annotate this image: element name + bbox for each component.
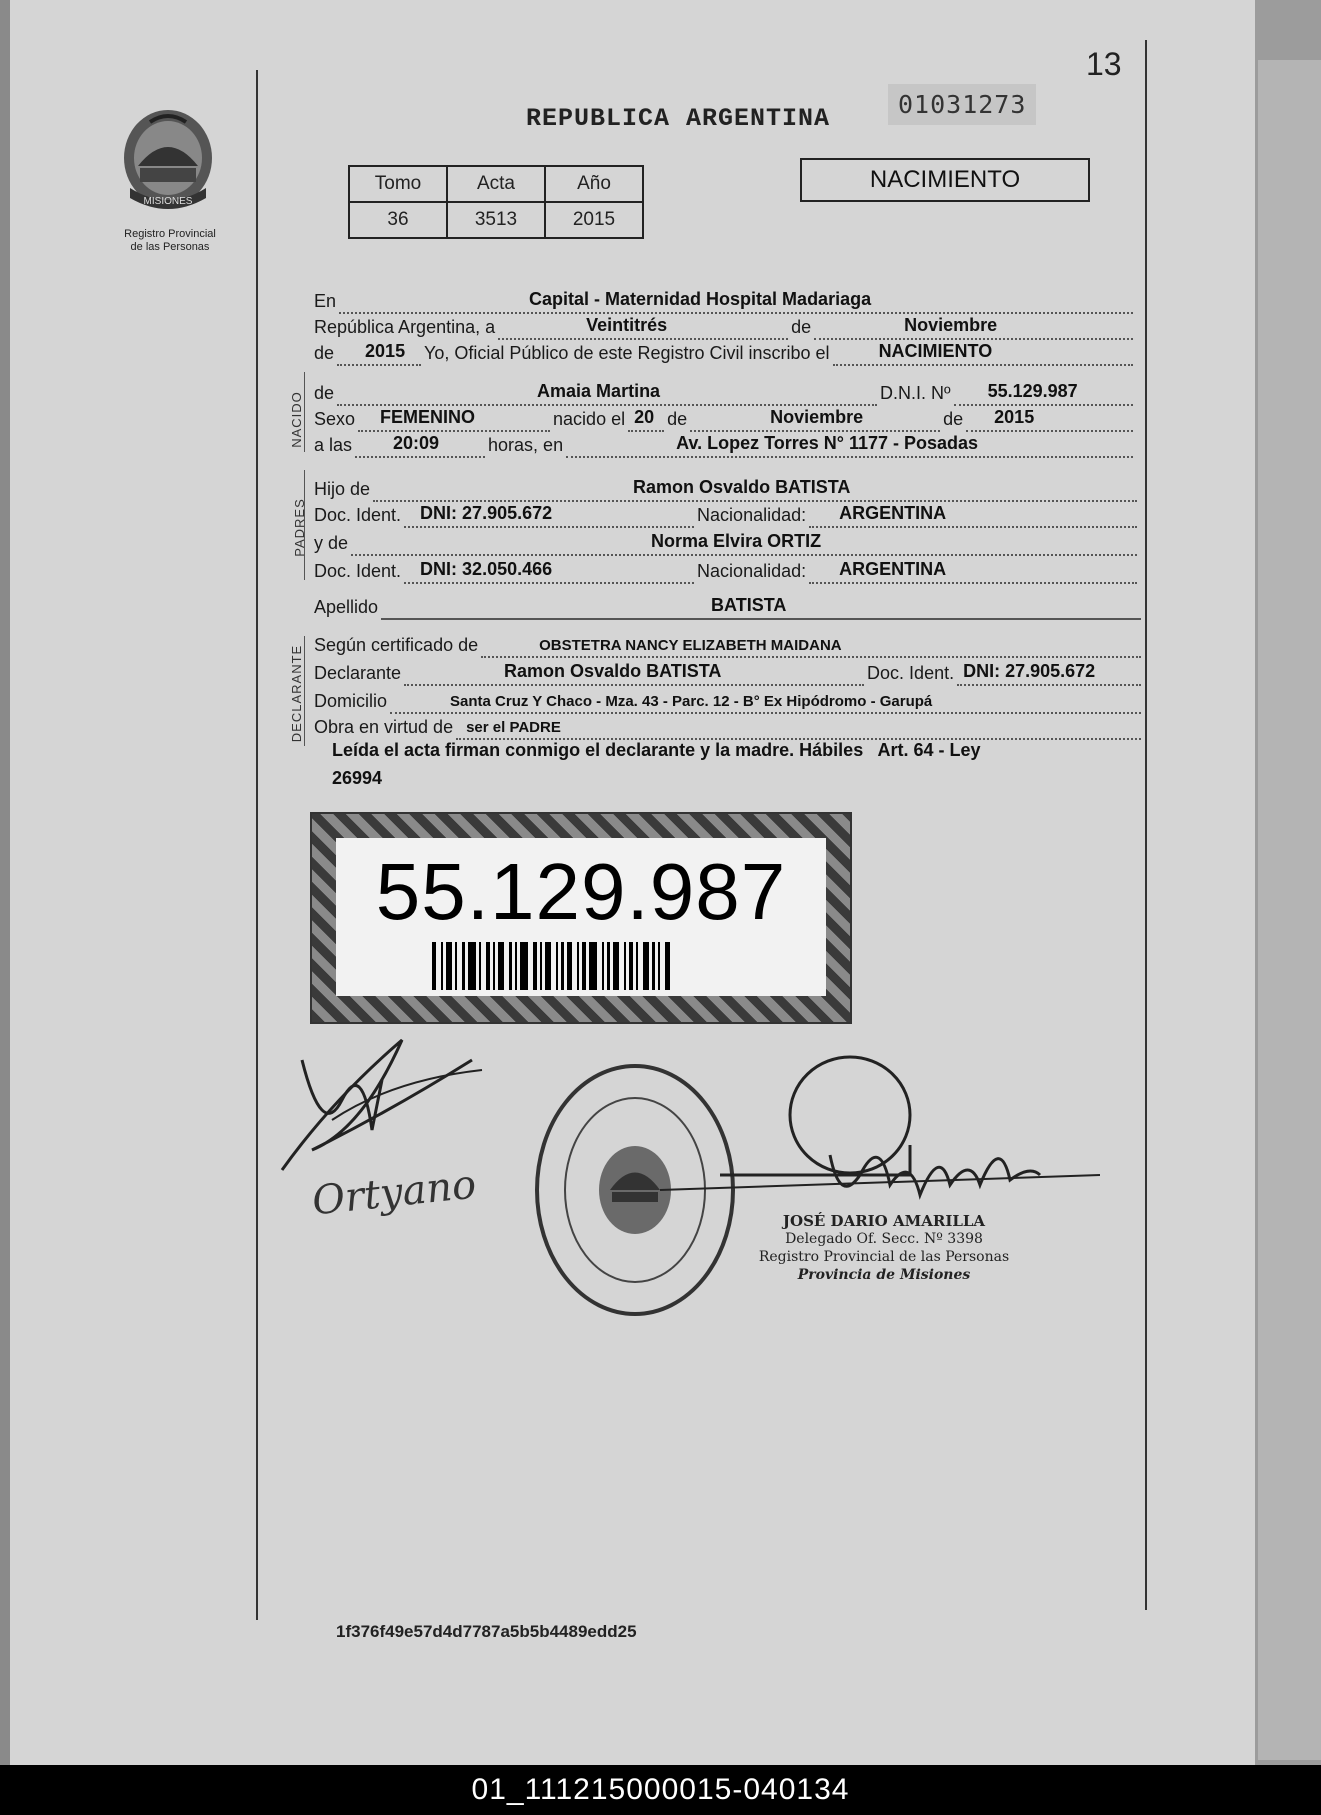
dni-sticker xyxy=(310,812,852,1024)
section-label-nacido: NACIDO xyxy=(288,391,304,448)
label-de: de xyxy=(791,317,812,337)
barcode-bar xyxy=(498,942,504,990)
value-day: Veintitrés xyxy=(586,315,668,335)
nacido-bar xyxy=(304,372,305,452)
value-obra: ser el PADRE xyxy=(466,719,561,736)
row-domicilio xyxy=(314,688,1144,714)
barcode-bar xyxy=(582,942,586,990)
label-en: En xyxy=(314,291,337,311)
field-birth-year xyxy=(966,406,1133,432)
label-y-de: y de xyxy=(314,533,349,553)
document-type-box: NACIMIENTO xyxy=(800,158,1090,202)
label-registry-text: Yo, Oficial Público de este Registro Civil inscribo el xyxy=(424,343,830,363)
value-year: 2015 xyxy=(365,341,406,361)
field-act-type xyxy=(833,340,1133,366)
field-certificado xyxy=(481,632,1141,658)
signature-scribble-icon xyxy=(272,1020,502,1260)
row-apellido xyxy=(314,594,1144,620)
label-sexo: Sexo xyxy=(314,409,356,429)
barcode-bar xyxy=(607,942,610,990)
label-declarante-doc: Doc. Ident. xyxy=(867,663,955,683)
scan-background-page xyxy=(1258,60,1321,1760)
logo-caption-line1: Registro Provincial xyxy=(124,228,216,240)
official-province: Provincia de Misiones xyxy=(797,1267,971,1283)
value-sex: FEMENINO xyxy=(380,407,476,427)
label-declarante: Declarante xyxy=(314,663,402,683)
value-acta: 3513 xyxy=(447,202,545,238)
official-org: Registro Provincial de las Personas xyxy=(758,1249,1010,1265)
value-birth-place: Av. Lopez Torres N° 1177 - Posadas xyxy=(676,433,979,453)
field-name xyxy=(337,380,877,406)
field-declarante-name xyxy=(404,660,864,686)
field-birth-day xyxy=(628,406,664,432)
row-father-name xyxy=(314,476,1140,502)
value-mother-dni: DNI: 32.050.466 xyxy=(420,559,553,579)
barcode-bar xyxy=(624,942,626,990)
barcode-bar xyxy=(520,942,528,990)
barcode-bar xyxy=(613,942,619,990)
official-stamp xyxy=(754,1212,1014,1284)
value-birth-day: 20 xyxy=(634,407,655,427)
row-place xyxy=(314,288,1136,314)
value-mother-name: Norma Elvira ORTIZ xyxy=(651,531,822,551)
barcode-bar xyxy=(432,942,436,990)
value-child-dni: 55.129.987 xyxy=(987,381,1078,401)
registry-table xyxy=(348,165,644,239)
declarante-signature xyxy=(272,1020,502,1260)
label-birth-de: de xyxy=(667,409,688,429)
value-birth-month: Noviembre xyxy=(770,407,864,427)
serial-number: 01031273 xyxy=(888,84,1036,125)
sticker-number: 55.129.987 xyxy=(375,847,787,936)
value-child-name: Amaia Martina xyxy=(537,381,661,401)
logo-caption xyxy=(110,228,230,254)
barcode xyxy=(432,942,730,990)
label-a-las: a las xyxy=(314,435,353,455)
row-certificado xyxy=(314,632,1144,658)
row-declarante xyxy=(314,660,1144,686)
barcode-bar xyxy=(441,942,443,990)
label-year-de: de xyxy=(314,343,335,363)
section-label-declarante: DECLARANTE xyxy=(289,644,305,743)
header-acta: Acta xyxy=(447,166,545,202)
value-father-name: Ramon Osvaldo BATISTA xyxy=(633,477,851,497)
barcode-bar xyxy=(446,942,452,990)
label-horas-en: horas, en xyxy=(488,435,564,455)
left-margin-line xyxy=(256,70,258,1620)
label-obra: Obra en virtud de xyxy=(314,717,454,737)
barcode-bar xyxy=(468,942,476,990)
closing-note-line2: 26994 xyxy=(332,768,383,788)
official-role: Delegado Of. Secc. Nº 3398 xyxy=(785,1231,983,1247)
label-dni: D.N.I. Nº xyxy=(880,383,951,403)
barcode-bar xyxy=(462,942,465,990)
value-birth-year: 2015 xyxy=(994,407,1035,427)
field-day xyxy=(498,314,788,340)
field-birth-time xyxy=(355,432,485,458)
label-birth-de2: de xyxy=(943,409,964,429)
label-domicilio: Domicilio xyxy=(314,691,388,711)
page-number: 13 xyxy=(1086,46,1122,82)
barcode-bar xyxy=(652,942,655,990)
barcode-bar xyxy=(540,942,542,990)
svg-text:MISIONES: MISIONES xyxy=(143,196,193,207)
value-place: Capital - Maternidad Hospital Madariaga xyxy=(529,289,872,309)
dni-sticker-label xyxy=(336,838,826,996)
field-sex xyxy=(358,406,550,432)
barcode-bar xyxy=(577,942,579,990)
value-mother-nationality: ARGENTINA xyxy=(839,559,947,579)
field-father-nationality xyxy=(809,502,1137,528)
field-domicilio xyxy=(390,688,1141,714)
value-month: Noviembre xyxy=(904,315,998,335)
field-year xyxy=(337,340,421,366)
registry-table-header-row xyxy=(349,166,643,202)
row-mother-doc xyxy=(314,558,1140,584)
field-month xyxy=(814,314,1133,340)
barcode-bar xyxy=(589,942,597,990)
document-sheet xyxy=(10,0,1255,1765)
label-apellido: Apellido xyxy=(314,597,379,617)
barcode-bar xyxy=(629,942,633,990)
label-father-doc: Doc. Ident. xyxy=(314,505,402,525)
barcode-bar xyxy=(567,942,572,990)
value-father-dni: DNI: 27.905.672 xyxy=(420,503,553,523)
field-father-dni xyxy=(404,502,694,528)
provincial-logo xyxy=(120,108,216,218)
closing-note xyxy=(332,736,1132,792)
label-mother-doc: Doc. Ident. xyxy=(314,561,402,581)
barcode-bar xyxy=(636,942,638,990)
field-birth-place xyxy=(566,432,1133,458)
label-certificado: Según certificado de xyxy=(314,635,479,655)
barcode-bar xyxy=(658,942,660,990)
barcode-bar xyxy=(533,942,537,990)
row-date xyxy=(314,314,1136,340)
value-ano: 2015 xyxy=(545,202,643,238)
row-sex-birth xyxy=(314,406,1136,432)
provincial-shield-icon xyxy=(120,108,216,218)
field-mother-dni xyxy=(404,558,694,584)
field-apellido xyxy=(381,594,1141,620)
row-name xyxy=(314,380,1136,406)
logo-caption-line2: de las Personas xyxy=(130,241,210,253)
value-birth-time: 20:09 xyxy=(393,433,440,453)
value-apellido: BATISTA xyxy=(711,595,787,615)
label-father-nationality: Nacionalidad: xyxy=(697,505,807,525)
label-hijo-de: Hijo de xyxy=(314,479,371,499)
field-mother-nationality xyxy=(809,558,1137,584)
footer-id-bar: 01_111215000015-040134 xyxy=(0,1765,1321,1815)
label-name-de: de xyxy=(314,383,335,403)
barcode-bar xyxy=(479,942,481,990)
republic-title: REPUBLICA ARGENTINA xyxy=(526,104,831,133)
value-domicilio: Santa Cruz Y Chaco - Mza. 43 - Parc. 12 - B° Ex Hipódromo - Garupá xyxy=(450,693,933,710)
row-mother-name xyxy=(314,530,1140,556)
barcode-bar xyxy=(556,942,558,990)
barcode-bar xyxy=(561,942,564,990)
barcode-bar xyxy=(493,942,495,990)
barcode-bar xyxy=(455,942,457,990)
row-time-place xyxy=(314,432,1136,458)
closing-note-line1: Leída el acta firman conmigo el declarante y la madre. Hábiles Art. 64 - Ley xyxy=(332,740,981,760)
section-label-padres: PADRES xyxy=(291,498,307,557)
barcode-bar xyxy=(665,942,670,990)
field-dni xyxy=(954,380,1133,406)
barcode-bar xyxy=(509,942,512,990)
field-declarante-dni xyxy=(957,660,1141,686)
registry-table-value-row xyxy=(349,202,643,238)
row-father-doc xyxy=(314,502,1140,528)
row-year xyxy=(314,340,1136,366)
label-republica: República Argentina, a xyxy=(314,317,496,337)
document-hash: 1f376f49e57d4d7787a5b5b4489edd25 xyxy=(336,1622,637,1641)
value-certificado: OBSTETRA NANCY ELIZABETH MAIDANA xyxy=(539,637,842,654)
value-tomo: 36 xyxy=(349,202,447,238)
barcode-bar xyxy=(515,942,517,990)
right-margin-line xyxy=(1145,40,1147,1610)
field-mother-name xyxy=(351,530,1137,556)
value-father-nationality: ARGENTINA xyxy=(839,503,947,523)
barcode-bar xyxy=(602,942,604,990)
field-father-name xyxy=(373,476,1137,502)
header-ano: Año xyxy=(545,166,643,202)
handwritten-name: Ortyano xyxy=(310,1161,479,1225)
field-birth-month xyxy=(690,406,940,432)
official-name: JOSÉ DARIO AMARILLA xyxy=(782,1212,986,1230)
value-act-type: NACIMIENTO xyxy=(878,341,993,361)
label-mother-nationality: Nacionalidad: xyxy=(697,561,807,581)
barcode-bar xyxy=(545,942,551,990)
header-tomo: Tomo xyxy=(349,166,447,202)
field-place xyxy=(339,288,1133,314)
value-declarante-name: Ramon Osvaldo BATISTA xyxy=(504,661,722,681)
barcode-bar xyxy=(643,942,649,990)
value-declarante-dni: DNI: 27.905.672 xyxy=(963,661,1096,681)
label-nacido-el: nacido el xyxy=(553,409,626,429)
barcode-bar xyxy=(486,942,490,990)
